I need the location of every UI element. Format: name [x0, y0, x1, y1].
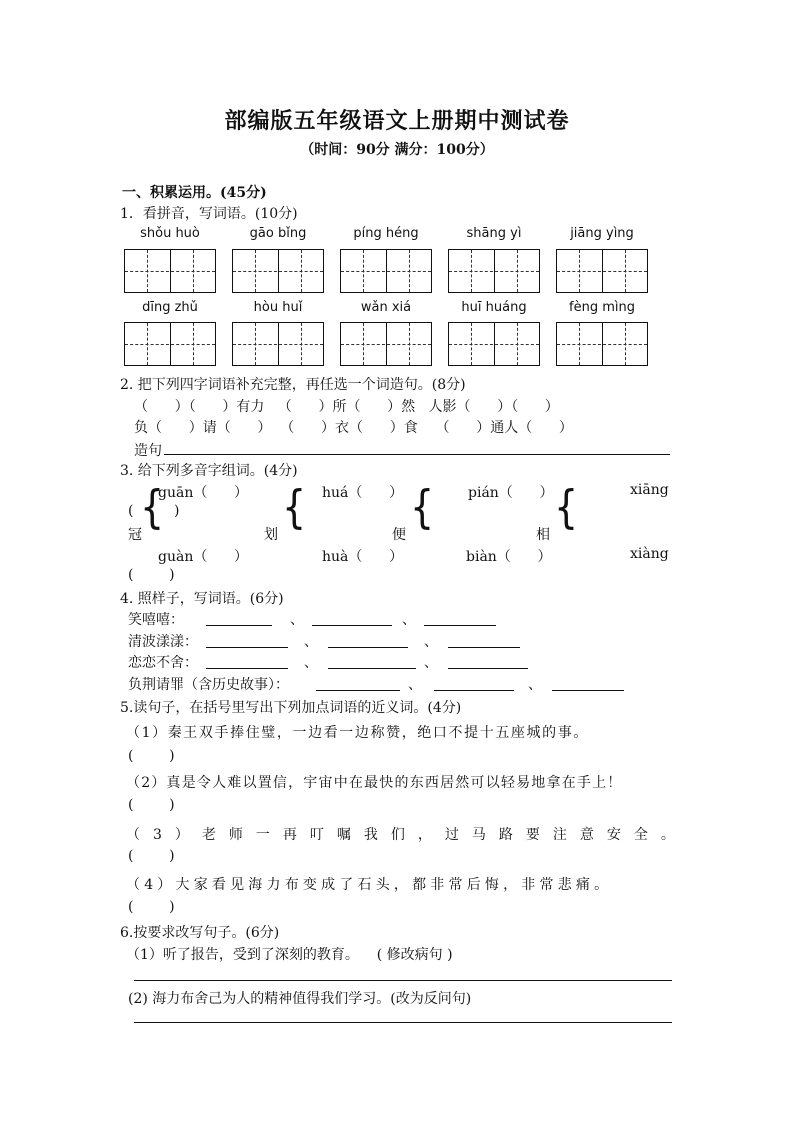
separator: 、 — [290, 612, 304, 628]
pinyin-label: hòu huǐ — [253, 300, 303, 315]
sentence: （1）秦王双手捧住璧，一边看一边称赞，绝口不提十五座城的事。 — [126, 725, 589, 741]
pinyin-blank: huà（ ） — [322, 549, 404, 565]
question-3-prompt: 3. 给下列多音字组词。(4分) — [120, 463, 298, 479]
separator: 、 — [402, 612, 416, 628]
pinyin-label: wǎn xiá — [360, 300, 412, 315]
example-label: 清波漾漾： — [128, 634, 198, 650]
answer-line[interactable] — [448, 668, 528, 669]
answer-line[interactable] — [312, 625, 392, 626]
page-title: 部编版五年级语文上册期中测试卷 — [224, 108, 570, 134]
writing-grid[interactable] — [556, 322, 648, 366]
answer-line[interactable] — [328, 647, 408, 648]
polyphone-char: 冠 — [128, 527, 142, 543]
answer-blank: ( ) — [128, 797, 175, 813]
answer-blank: ( ) — [128, 567, 175, 583]
polyphone-char: 便 — [392, 527, 406, 543]
example-label: 恋恋不舍： — [128, 655, 198, 671]
pinyin-blank: huá（ ） — [322, 485, 404, 501]
separator: 、 — [304, 655, 318, 671]
answer-line[interactable] — [134, 1022, 672, 1023]
sentence: （3）老师一再叮嘱我们，过马路要注意安全。 — [126, 827, 688, 843]
brace-icon: { — [410, 480, 435, 534]
pinyin-label: xiāng — [630, 482, 669, 498]
writing-grid[interactable] — [124, 322, 216, 366]
pinyin-label: píng héng — [353, 226, 419, 241]
question-1-prompt: 1．看拼音，写词语。(10分) — [120, 206, 298, 222]
brace-icon: { — [554, 480, 579, 534]
writing-grid[interactable] — [448, 249, 540, 293]
separator: 、 — [424, 634, 438, 650]
example-label: 笑嘻嘻： — [128, 612, 184, 628]
separator: 、 — [528, 677, 542, 693]
sentence-label: 造句 — [134, 443, 162, 459]
idiom-line: 负（ ）请（ ） （ ）衣（ ）食 （ ）通人（ ） — [134, 420, 573, 436]
pinyin-blank: pián（ ） — [468, 485, 554, 501]
rewrite-item: （1）听了报告，受到了深刻的教育。 ( 修改病句 ) — [126, 947, 453, 963]
answer-blank: ( ) — [128, 848, 175, 864]
question-6-prompt: 6.按要求改写句子。(6分) — [120, 925, 280, 941]
writing-grid[interactable] — [232, 249, 324, 293]
pinyin-label: huī huáng — [461, 300, 527, 315]
pinyin-blank: guān（ ） — [158, 485, 249, 501]
answer-blank: ( ) — [128, 748, 175, 764]
pinyin-label: jiāng yìng — [570, 226, 634, 241]
answer-line[interactable] — [424, 625, 496, 626]
answer-line[interactable] — [206, 668, 288, 669]
writing-grid[interactable] — [340, 322, 432, 366]
question-2-prompt: 2. 把下列四字词语补充完整，再任选一个词造句。(8分) — [120, 377, 466, 393]
pinyin-label: fèng mìng — [569, 300, 635, 315]
question-4-prompt: 4. 照样子，写词语。(6分) — [120, 591, 284, 607]
answer-line[interactable] — [206, 625, 272, 626]
writing-grid[interactable] — [124, 249, 216, 293]
paren-close: ) — [174, 503, 180, 519]
brace-icon: { — [282, 480, 307, 534]
pinyin-blank: guàn（ ） — [158, 549, 249, 565]
polyphone-char: 划 — [264, 527, 278, 543]
pinyin-label: xiàng — [630, 546, 669, 562]
sentence: （2）真是令人难以置信，宇宙中在最快的东西居然可以轻易地拿在手上！ — [126, 775, 623, 791]
separator: 、 — [304, 634, 318, 650]
example-label: 负荆请罪（含历史故事）： — [128, 677, 289, 693]
answer-line[interactable] — [134, 980, 672, 981]
answer-line[interactable] — [206, 647, 288, 648]
pinyin-blank: biàn（ ） — [466, 549, 552, 565]
answer-line[interactable] — [448, 647, 520, 648]
paren-open: ( — [128, 503, 134, 519]
pinyin-label: shǒu huò — [140, 226, 200, 241]
page-subtitle: （时间：90分 满分：100分） — [300, 142, 494, 158]
idiom-line: （ ）（ ）有力 （ ）所（ ）然 人影（ ）（ ） — [134, 399, 559, 415]
writing-grid[interactable] — [556, 249, 648, 293]
answer-line[interactable] — [316, 690, 400, 691]
answer-line[interactable] — [164, 454, 670, 455]
sentence: （4）大家看见海力布变成了石头，都非常后悔，非常悲痛。 — [126, 877, 613, 893]
writing-grid[interactable] — [448, 322, 540, 366]
question-5-prompt: 5.读句子，在括号里写出下列加点词语的近义词。(4分) — [120, 700, 462, 716]
writing-grid[interactable] — [232, 322, 324, 366]
pinyin-label: dīng zhǔ — [142, 300, 198, 315]
brace-icon: { — [140, 480, 165, 534]
pinyin-label: shāng yì — [466, 226, 522, 241]
answer-blank: ( ) — [128, 899, 175, 915]
separator: 、 — [408, 677, 422, 693]
section-heading: 一、积累运用。(45分) — [122, 185, 267, 201]
polyphone-char: 相 — [536, 527, 550, 543]
separator: 、 — [424, 655, 438, 671]
answer-line[interactable] — [328, 668, 416, 669]
rewrite-item: (2) 海力布舍己为人的精神值得我们学习。(改为反问句) — [128, 991, 472, 1007]
answer-line[interactable] — [434, 690, 514, 691]
pinyin-label: gāo bǐng — [249, 226, 307, 241]
answer-line[interactable] — [552, 690, 624, 691]
writing-grid[interactable] — [340, 249, 432, 293]
